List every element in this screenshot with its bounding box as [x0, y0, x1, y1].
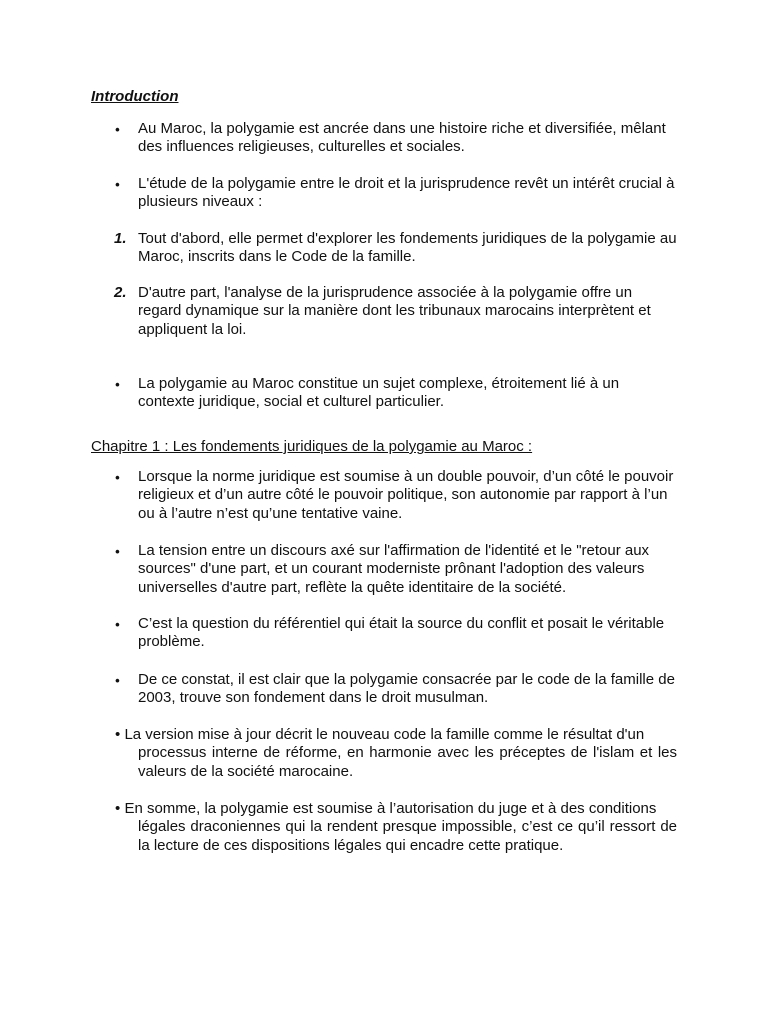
chapter-bullet-5: [115, 726, 677, 781]
intro-numbered-2: [114, 284, 678, 339]
bullet-marker: •: [115, 177, 120, 192]
intro-numbered-1-text: Tout d'abord, elle permet d'explorer les fondements juridiques de la polygamie au Maroc, inscrits dans le Code de la famille.: [138, 230, 677, 266]
chapter-bullet-4: [115, 671, 678, 708]
intro-bullet-2-text: L'étude de la polygamie entre le droit et la jurisprudence revêt un intérêt crucial à plusieurs niveaux :: [138, 175, 675, 211]
intro-bullet-1: [115, 120, 678, 157]
chapter-bullet-2-text: La tension entre un discours axé sur l'affirmation de l'identité et le "retour aux sources" d'une part, et un courant moderniste prônant l'adoption des valeurs universelles d'autre part, reflète la quête identitaire de la société.: [138, 542, 650, 596]
bullet-marker: •: [115, 544, 120, 559]
chapter-bullet-6-first-line: [115, 800, 677, 818]
chapter-bullet-5-first-text: La version mise à jour décrit le nouveau code la famille comme le résultat d'un: [124, 726, 645, 743]
intro-numbered-1: [114, 230, 678, 267]
bullet-marker: •: [115, 617, 120, 632]
bullet-marker: •: [115, 377, 120, 392]
intro-bullet-3: [115, 375, 678, 412]
number-marker: 1.: [114, 230, 127, 247]
intro-numbered-2-text: D'autre part, l'analyse de la jurisprudence associée à la polygamie offre un regard dynamique sur la manière dont les tribunaux marocains interprètent et appliquent la loi.: [138, 284, 651, 338]
chapter-bullet-5-rest: processus interne de réforme, en harmonie avec les préceptes de l'islam et les valeurs de la société marocaine.: [138, 744, 677, 780]
bullet-marker: •: [115, 726, 121, 743]
bullet-marker: •: [115, 673, 120, 688]
bullet-marker: •: [115, 122, 120, 137]
bullet-marker: •: [115, 800, 121, 817]
bullet-marker: •: [115, 470, 120, 485]
chapter-bullet-1-text: Lorsque la norme juridique est soumise à un double pouvoir, d’un côté le pouvoir religieux et d’un autre côté le pouvoir politique, son autonomie par rapport à l’un ou à l’autre n’est qu’une tentative vaine.: [138, 468, 674, 522]
chapter-bullet-1: [115, 468, 678, 523]
intro-bullet-2: [115, 175, 678, 212]
intro-heading: Introduction: [91, 88, 179, 105]
intro-bullet-1-text: Au Maroc, la polygamie est ancrée dans une histoire riche et diversifiée, mêlant des influences religieuses, culturelles et sociales.: [138, 120, 666, 156]
chapter-bullet-6-first-text: En somme, la polygamie est soumise à l’autorisation du juge et à des conditions: [124, 800, 657, 817]
chapter-bullet-6-rest: légales draconiennes qui la rendent presque impossible, c’est ce qu’il ressort de la lecture de ces dispositions légales qui encadre cette pratique.: [138, 818, 677, 854]
chapter-bullet-5-first-line: [115, 726, 677, 744]
chapter-bullet-3: [115, 615, 678, 652]
chapter-1-heading: Chapitre 1 : Les fondements juridiques de la polygamie au Maroc :: [91, 438, 533, 455]
chapter-bullet-6: [115, 800, 677, 855]
number-marker: 2.: [114, 284, 127, 301]
intro-bullet-3-text: La polygamie au Maroc constitue un sujet complexe, étroitement lié à un contexte juridique, social et culturel particulier.: [138, 375, 620, 411]
chapter-bullet-3-text: C’est la question du référentiel qui était la source du conflit et posait le véritable problème.: [138, 615, 665, 651]
chapter-bullet-4-text: De ce constat, il est clair que la polygamie consacrée par le code de la famille de 2003, trouve son fondement dans le droit musulman.: [138, 671, 675, 707]
chapter-bullet-2: [115, 542, 678, 597]
